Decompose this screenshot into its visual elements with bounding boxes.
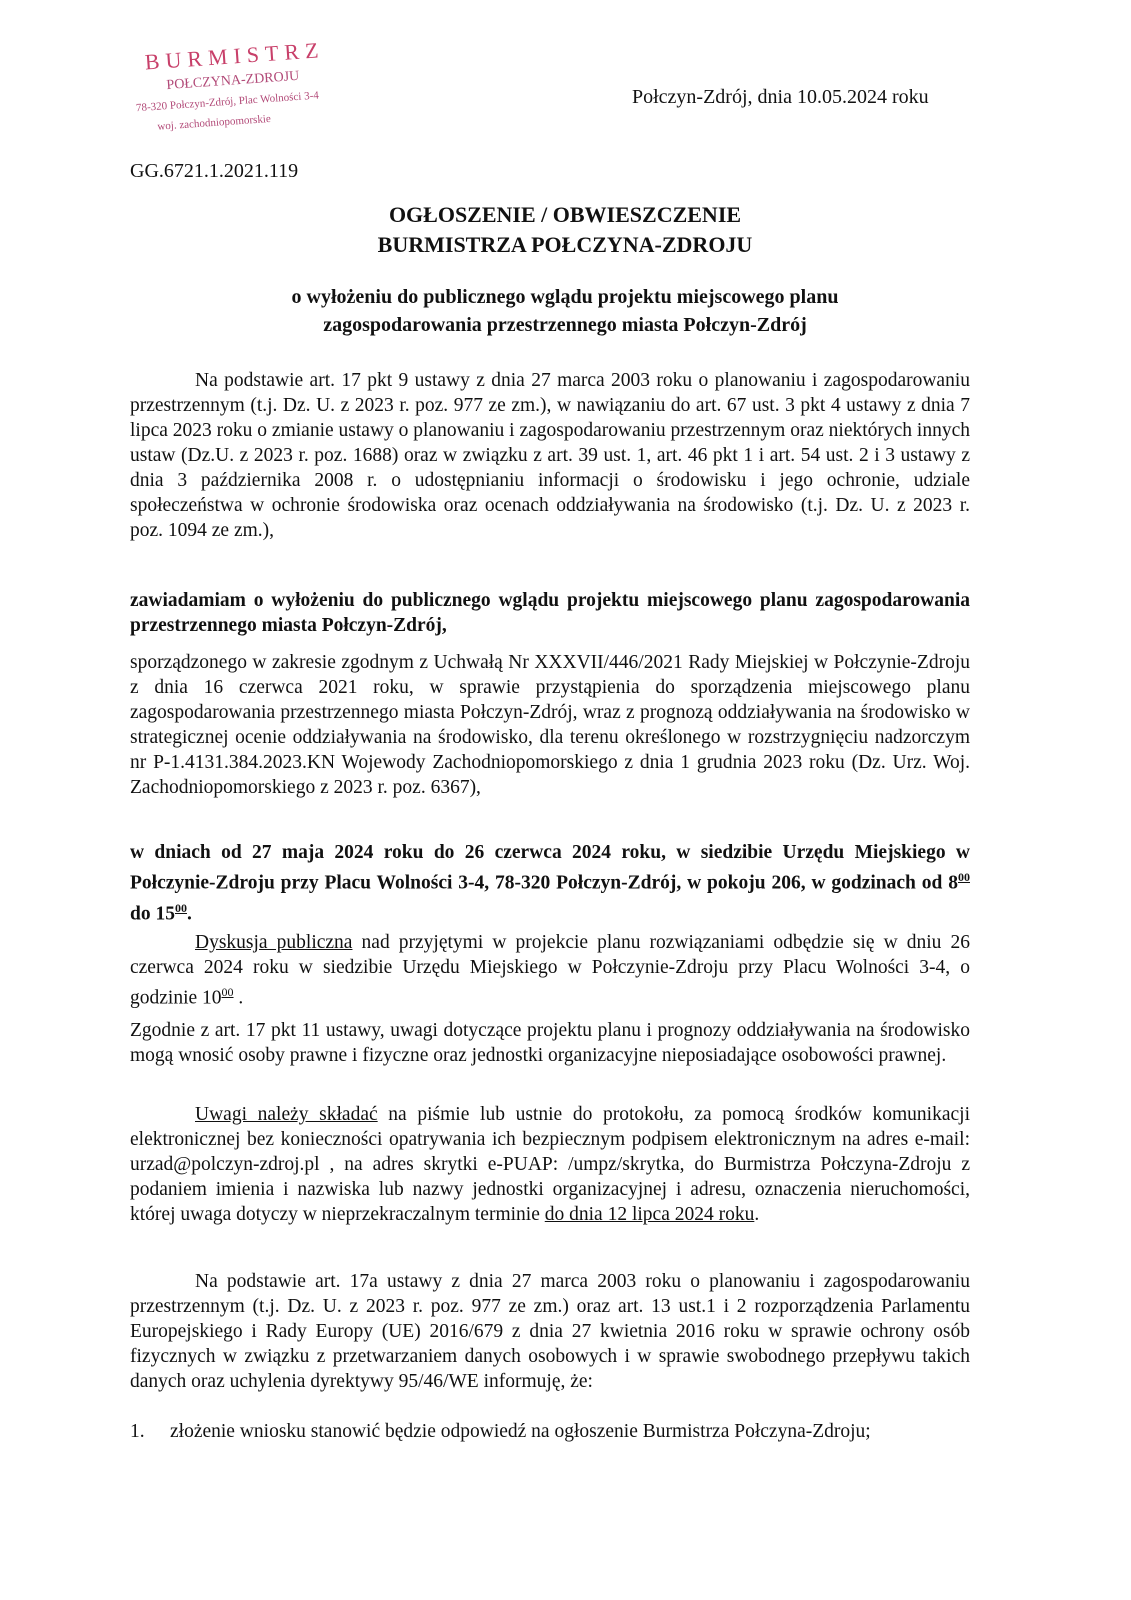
public-discussion-label: Dyskusja publiczna bbox=[195, 932, 353, 953]
public-discussion-paragraph bbox=[130, 930, 970, 1011]
comments-deadline: do dnia 12 lipca 2024 roku bbox=[544, 1204, 755, 1225]
reference-number: GG.6721.1.2021.119 bbox=[130, 160, 299, 182]
display-dates-mid: do 15 bbox=[130, 903, 175, 924]
comments-submission-label: Uwagi należy składać bbox=[195, 1104, 378, 1125]
discussion-hour-superscript: 00 bbox=[221, 985, 234, 999]
list-item-number: 1. bbox=[130, 1421, 145, 1442]
comments-submission-end: . bbox=[754, 1204, 760, 1225]
stamp-line-title: BURMISTRZ bbox=[143, 37, 326, 75]
comments-eligibility-paragraph: Zgodnie z art. 17 pkt 11 ustawy, uwagi dotyczące projektu planu i prognozy oddziaływania na środowisko mogą wnosić osoby prawne i fizyczne oraz jednostki organizacyjne nieposiadające osobowości prawnej. bbox=[130, 1020, 970, 1066]
display-dates-paragraph bbox=[130, 840, 970, 926]
document-title: OGŁOSZENIE / OBWIESZCZENIE bbox=[388, 202, 742, 227]
display-dates-end: . bbox=[186, 903, 192, 924]
public-discussion-end: . bbox=[233, 987, 244, 1009]
gdpr-list bbox=[130, 1421, 871, 1443]
document-subtitle-line1: o wyłożeniu do publicznego wglądu projektu miejscowego planu bbox=[291, 286, 839, 308]
stamp-line-office: POŁCZYNA-ZDROJU bbox=[166, 68, 300, 94]
official-stamp bbox=[135, 34, 374, 150]
hour-end-superscript: 00 bbox=[174, 900, 187, 915]
hour-start-superscript: 00 bbox=[958, 870, 970, 884]
display-dates-text: w dniach od 27 maja 2024 roku do 26 czerwca 2024 roku, w siedzibie Urzędu Miejskiego w Połczynie-Zdroju przy Placu Wolności 3-4, 78-320 Połczyn-Zdrój, w pokoju 206, w godzinach od 8 bbox=[130, 842, 970, 894]
document-subtitle-line2: zagospodarowania przestrzennego miasta Połczyn-Zdrój bbox=[323, 314, 807, 336]
stamp-line-address: 78-320 Połczyn-Zdrój, Plac Wolności 3-4 bbox=[135, 89, 320, 115]
legal-basis-paragraph: Na podstawie art. 17 pkt 9 ustawy z dnia 27 marca 2003 roku o planowaniu i zagospodarowaniu przestrzennym (t.j. Dz. U. z 2023 r. poz. 977 ze zm.), w nawiązaniu do art. 67 ust. 3 pkt 4 ustawy z dnia 7 lipca 2023 roku o zmianie ustawy o planowaniu i zagospodarowaniu przestrzennym oraz niektórych innych ustaw (Dz.U. z 2023 r. poz. 1688) oraz w związku z art. 39 ust. 1, art. 46 pkt 1 i art. 54 ust. 2 i 3 ustawy z dnia 3 października 2008 r. o udostępnianiu informacji o środowisku i jego ochronie, udziale społeczeństwa w ochronie środowiska oraz ocenach oddziaływania na środowisko (t.j. Dz. U. z 2023 r. poz. 1094 ze zm.), bbox=[130, 370, 970, 541]
comments-submission-text: na piśmie lub ustnie do protokołu, za pomocą środków komunikacji elektronicznej bez konieczności opatrywania ich bezpiecznym podpisem elektronicznym na adres e-mail: urzad@polczyn-zdroj.pl , na adres skrytki e-PUAP: /umpz/skrytka, do Burmistrza Połczyna-Zdroju z podaniem imienia i nazwiska lub nazwy jednostki organizacyjnej i adresu, oznaczenia nieruchomości, której uwaga dotyczy w nieprzekraczalnym terminie bbox=[130, 1104, 970, 1225]
list-item-text: złożenie wniosku stanowić będzie odpowiedź na ogłoszenie Burmistrza Połczyna-Zdroju; bbox=[170, 1421, 871, 1442]
document-date: Połczyn-Zdrój, dnia 10.05.2024 roku bbox=[632, 86, 929, 108]
notification-paragraph: zawiadamiam o wyłożeniu do publicznego wglądu projektu miejscowego planu zagospodarowania przestrzennego miasta Połczyn-Zdrój, bbox=[130, 590, 970, 636]
public-discussion-text: nad przyjętymi w projekcie planu rozwiązaniami odbędzie się w dniu 26 czerwca 2024 roku w siedzibie Urzędu Miejskiego w Połczynie-Zdroju przy Placu Wolności 3-4, o godzinie 10 bbox=[130, 932, 970, 1009]
gdpr-paragraph: Na podstawie art. 17a ustawy z dnia 27 marca 2003 roku o planowaniu i zagospodarowaniu przestrzennym (t.j. Dz. U. z 2023 r. poz. 977 ze zm.) oraz art. 13 ust.1 i 2 rozporządzenia Parlamentu Europejskiego i Rady Europy (UE) 2016/679 z dnia 27 kwietnia 2016 roku w sprawie ochrony osób fizycznych w związku z przetwarzaniem danych osobowych i w sprawie swobodnego przepływu takich danych oraz uchylenia dyrektywy 95/46/WE informuję, że: bbox=[130, 1271, 970, 1392]
list-item bbox=[130, 1421, 871, 1443]
document-title-issuer: BURMISTRZA POŁCZYNA-ZDROJU bbox=[377, 232, 753, 257]
scope-paragraph: sporządzonego w zakresie zgodnym z Uchwałą Nr XXXVII/446/2021 Rady Miejskiej w Połczynie-Zdroju z dnia 16 czerwca 2021 roku, w sprawie przystąpienia do sporządzenia miejscowego planu zagospodarowania przestrzennego miasta Połczyn-Zdrój, wraz z prognozą oddziaływania na środowisko w strategicznej ocenie oddziaływania na środowisko, dla terenu określonego w rozstrzygnięciu nadzorczym nr P-1.4131.384.2023.KN Wojewody Zachodniopomorskiego z dnia 1 grudnia 2023 roku (Dz. Urz. Woj. Zachodniopomorskiego z 2023 r. poz. 6367), bbox=[130, 652, 970, 798]
comments-submission-paragraph bbox=[130, 1102, 970, 1227]
stamp-line-region: woj. zachodniopomorskie bbox=[156, 112, 272, 133]
